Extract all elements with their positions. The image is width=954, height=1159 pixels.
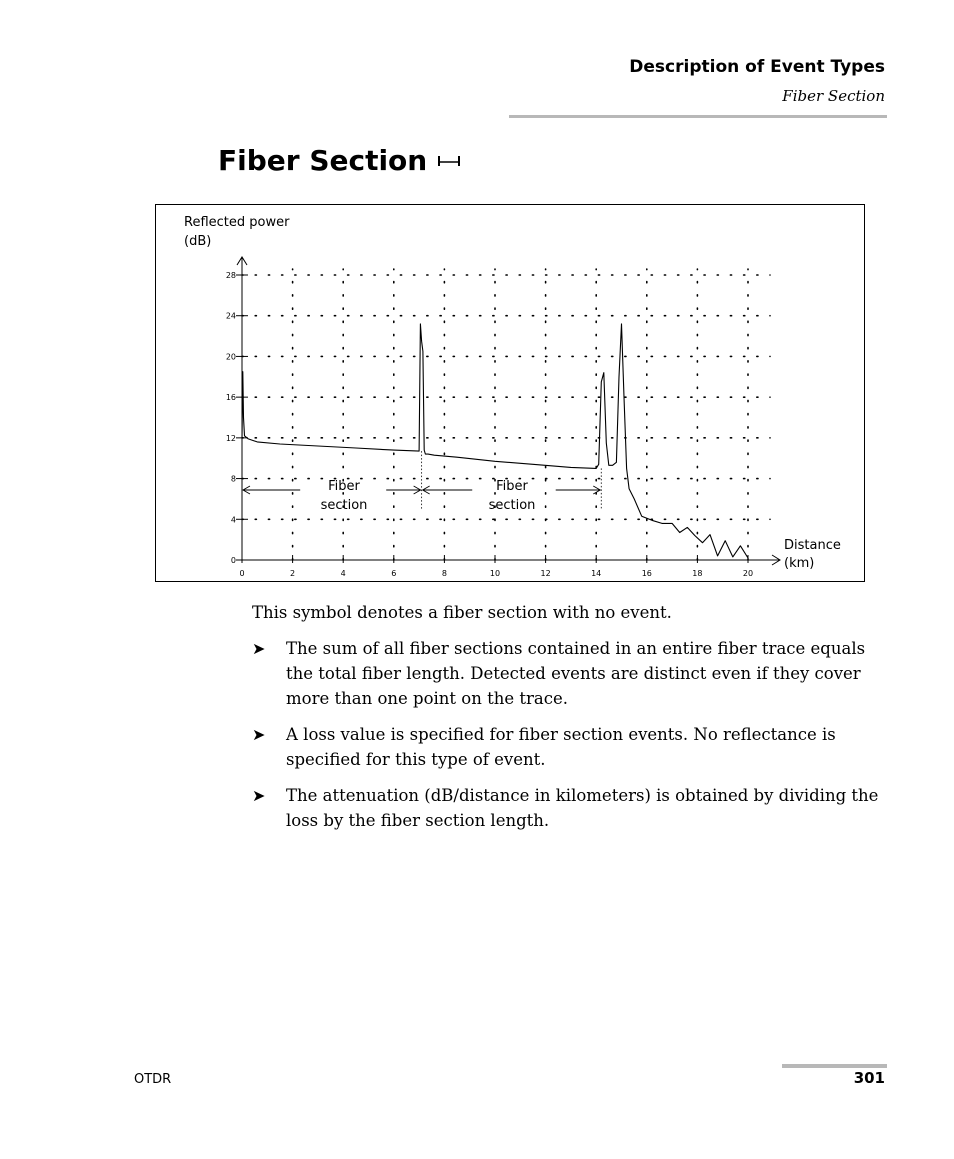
fiber-section-label-1-line2: section: [320, 498, 368, 513]
arrow-bullet-icon: ➤: [252, 639, 266, 658]
x-tick-label: 16: [641, 569, 652, 578]
header-rule: [509, 115, 887, 118]
chart-annotations: [243, 451, 601, 510]
x-tick-label: 8: [441, 569, 447, 578]
footer-product: OTDR: [134, 1072, 172, 1087]
y-tick-label: 24: [225, 311, 236, 321]
bullet-item: [252, 722, 892, 772]
x-tick-label: 0: [239, 569, 245, 578]
chart-axes: [237, 257, 780, 565]
bullet-text: The sum of all fiber sections contained in an entire fiber trace equals the total fiber length. Detected events are distinct even if they cover more than one point on the trace.: [286, 639, 866, 708]
y-tick-label: 20: [225, 352, 236, 362]
intro-paragraph: This symbol denotes a fiber section with no event.: [252, 603, 672, 622]
y-tick-label: 16: [225, 393, 236, 403]
page-number: 301: [853, 1069, 885, 1087]
running-header-title: Description of Event Types: [629, 57, 885, 77]
arrow-bullet-icon: ➤: [252, 786, 266, 805]
y-tick-label: 28: [225, 271, 236, 280]
x-tick-label: 12: [540, 569, 551, 578]
otdr-trace-figure: [155, 204, 865, 582]
x-tick-label: 6: [391, 569, 397, 578]
footer-rule: [782, 1064, 887, 1068]
bullet-item: [252, 636, 892, 711]
fiber-section-label-2-line2: section: [488, 498, 536, 513]
y-tick-label: 0: [230, 556, 236, 565]
chart-ticks: [226, 271, 753, 578]
y-axis-label-line1: Reflected power: [184, 215, 290, 230]
x-tick-label: 18: [692, 569, 703, 578]
x-tick-label: 4: [340, 569, 346, 578]
running-header-subtitle: Fiber Section: [782, 87, 885, 105]
x-tick-label: 20: [742, 569, 754, 578]
bullet-text: The attenuation (dB/distance in kilometers) is obtained by dividing the loss by the fiber section length.: [286, 786, 879, 830]
bullet-item: [252, 783, 892, 833]
fiber-section-symbol-icon: [437, 154, 461, 168]
x-axis-label-line2: (km): [784, 556, 815, 571]
y-axis-label-line2: (dB): [184, 234, 212, 249]
chart-grid: [242, 269, 770, 560]
x-tick-label: 10: [489, 569, 501, 578]
y-tick-label: 4: [230, 515, 236, 525]
fiber-section-label-2-line1: Fiber: [496, 479, 528, 494]
arrow-bullet-icon: ➤: [252, 725, 266, 744]
page-title: Fiber Section: [218, 144, 428, 177]
x-axis-label-line1: Distance: [784, 538, 841, 553]
page-title-block: [218, 144, 461, 177]
x-tick-label: 2: [290, 569, 296, 578]
y-tick-label: 12: [225, 433, 236, 443]
bullet-text: A loss value is specified for fiber section events. No reflectance is specified for this type of event.: [286, 725, 836, 769]
otdr-trace-chart: [156, 205, 866, 583]
body-text: [252, 600, 892, 844]
x-tick-label: 14: [591, 569, 602, 578]
y-tick-label: 8: [230, 474, 236, 484]
fiber-section-label-1-line1: Fiber: [328, 479, 360, 494]
